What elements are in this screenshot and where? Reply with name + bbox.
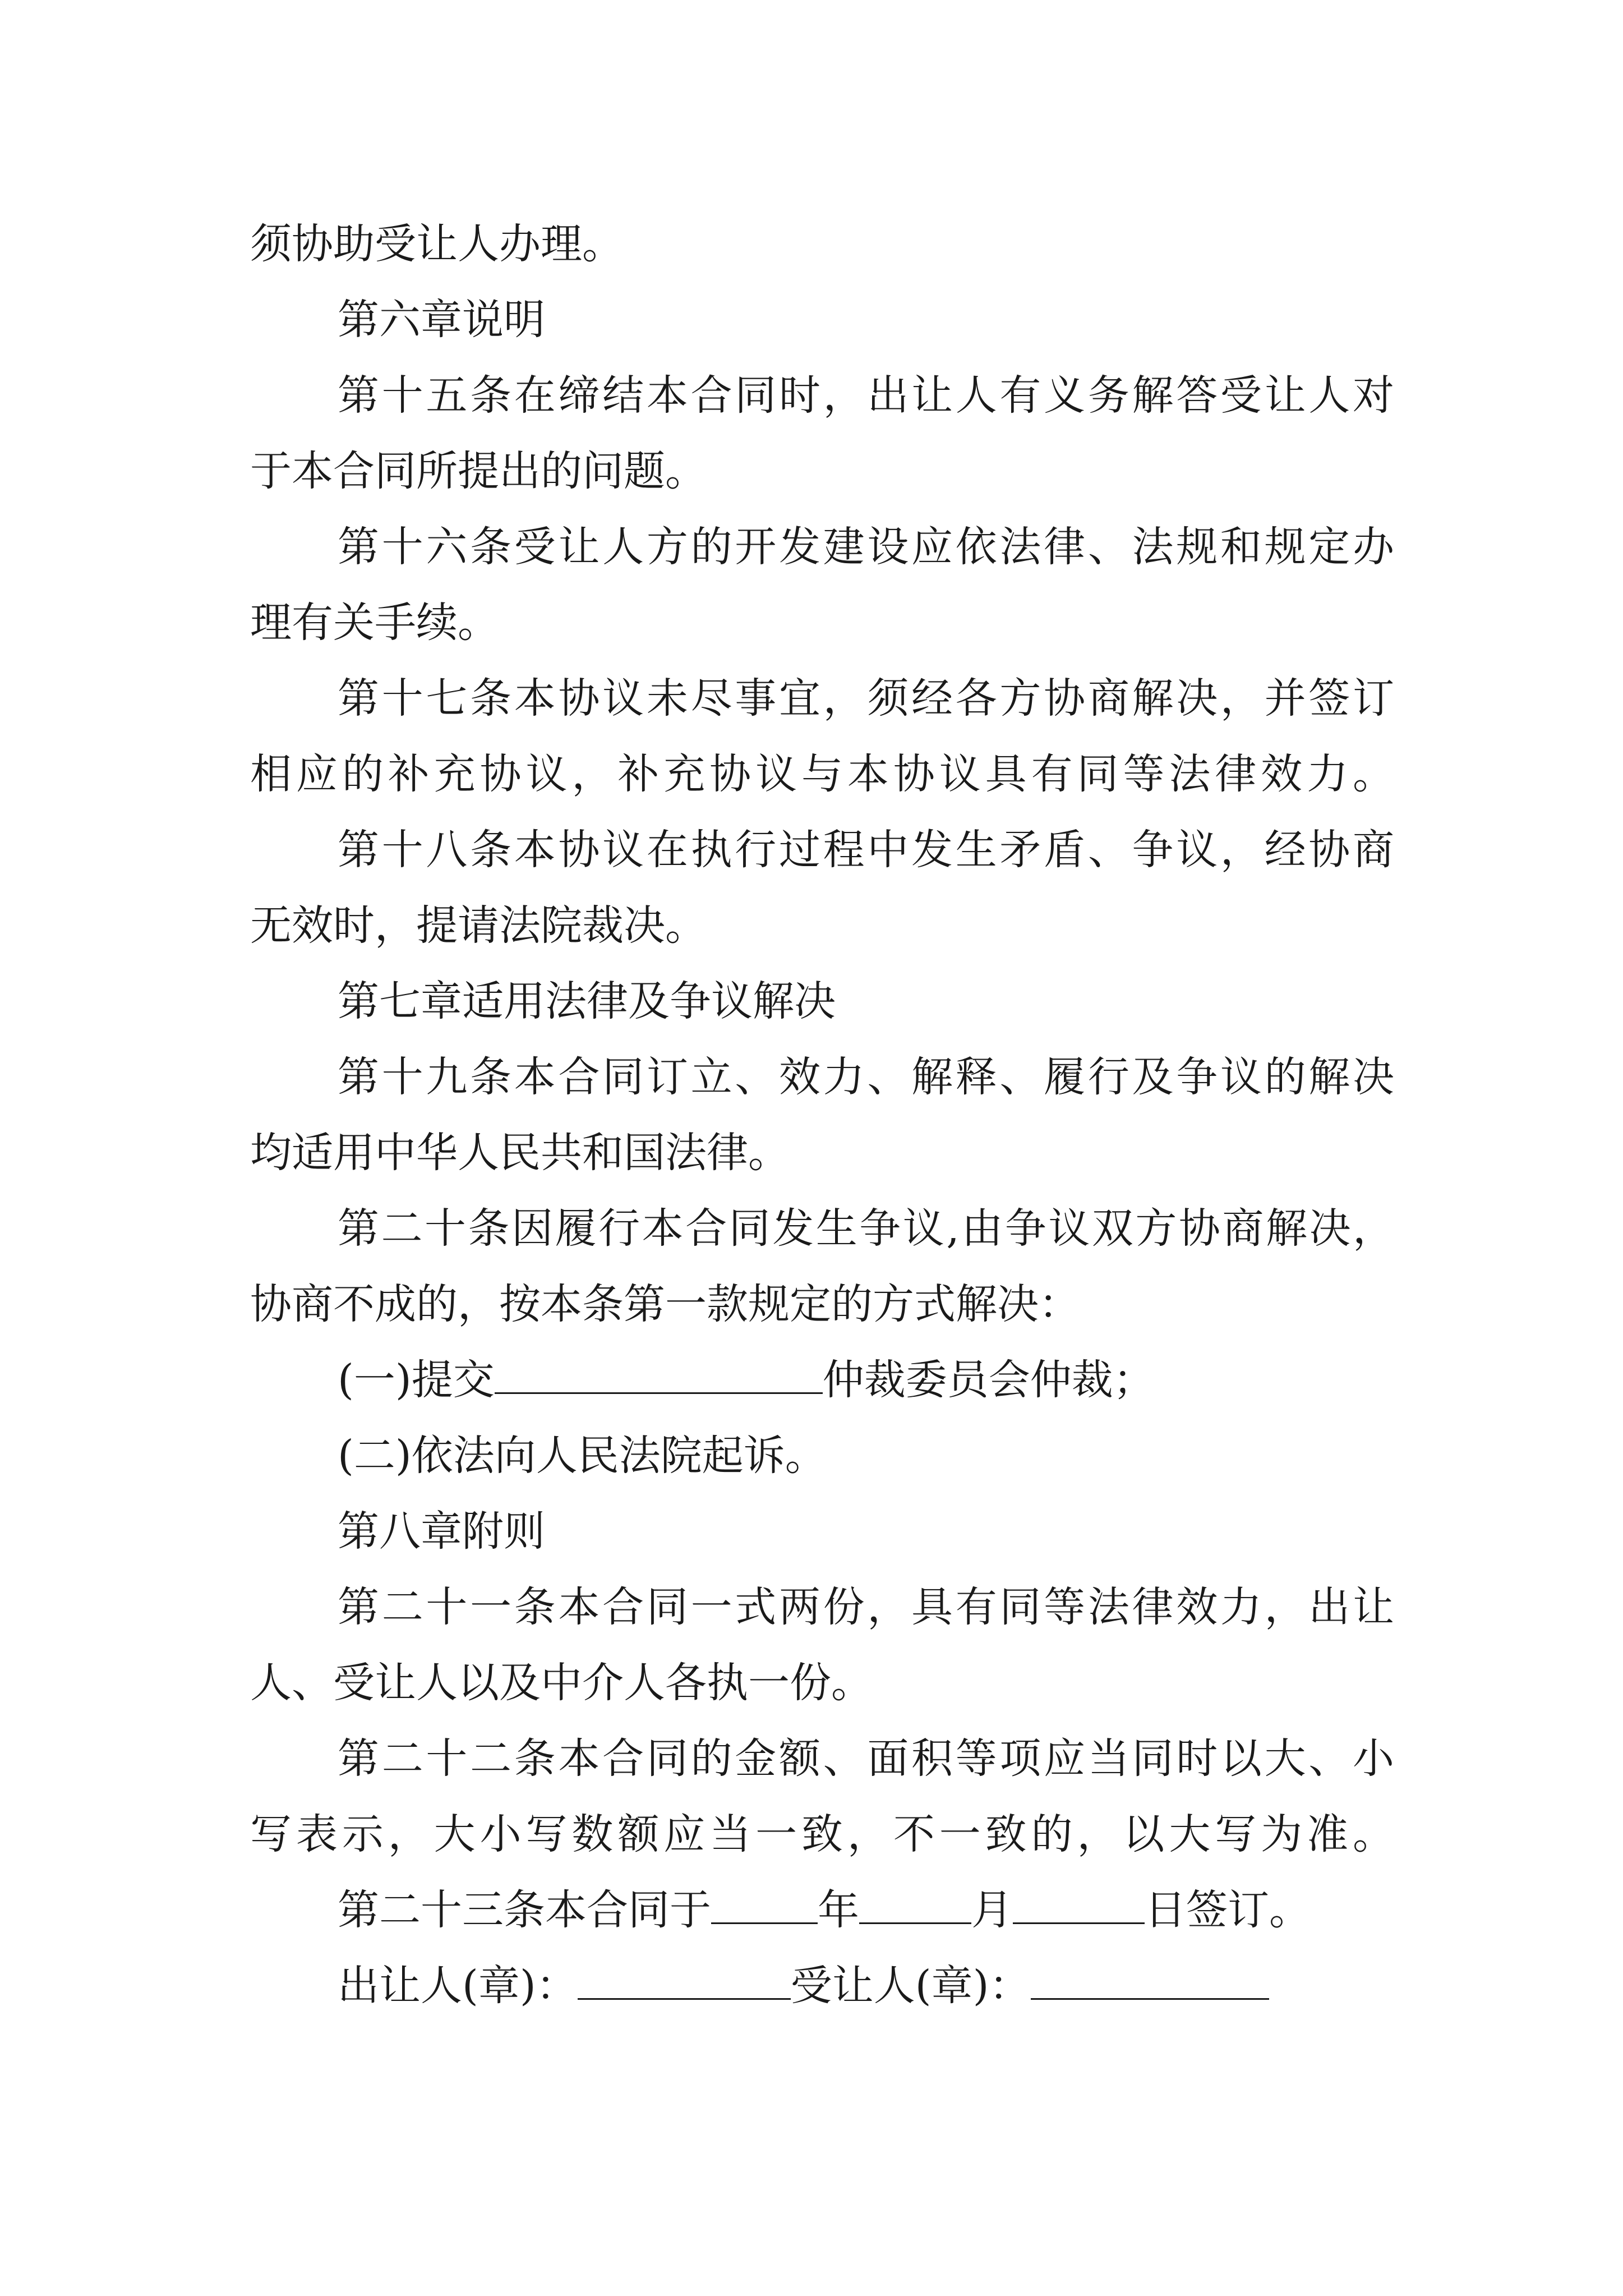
article-line: 第十五条在缔结本合同时，出让人有义务解答受让人对 [338,371,1394,420]
article-line: 第二十一条本合同一式两份，具有同等法律效力，出让 [338,1583,1394,1631]
text-line: 均适用中华人民共和国法律。 [250,1129,790,1177]
transferee-seal-label: 受让人(章)： [790,1962,1031,2010]
text-line: 写表示，大小写数额应当一致，不一致的，以大写为准。 [250,1810,1394,1858]
year-blank-field[interactable] [711,1883,818,1924]
article-line: 第二十条因履行本合同发生争议,由争议双方协商解决， [338,1204,1394,1253]
text-line: 无效时，提请法院裁决。 [250,901,707,950]
month-label: 月 [971,1886,1013,1934]
chapter-heading: 第八章附则 [338,1507,545,1556]
day-label: 日签订。 [1145,1886,1311,1934]
article-line: 第十七条本协议未尽事宜，须经各方协商解决，并签订 [338,674,1394,723]
signature-line [338,1958,1394,2014]
arbitration-blank-field[interactable] [495,1353,823,1394]
text-line: 于本合同所提出的问题。 [250,447,707,495]
transferor-signature-field[interactable] [578,1959,791,2000]
transferee-signature-field[interactable] [1031,1959,1269,2000]
chapter-heading: 第六章说明 [338,296,545,344]
month-blank-field[interactable] [859,1883,971,1924]
article-line: 第二十二条本合同的金额、面积等项应当同时以大、小 [338,1734,1394,1783]
chapter-heading: 第七章适用法律及争议解决 [338,977,836,1025]
signing-date-prefix: 第二十三条本合同于 [338,1886,711,1934]
text-line: 协商不成的，按本条第一款规定的方式解决： [250,1280,1080,1328]
article-line: 第十九条本合同订立、效力、解释、履行及争议的解决 [338,1053,1394,1101]
text-line: 相应的补充协议，补充协议与本协议具有同等法律效力。 [250,750,1394,798]
day-blank-field[interactable] [1013,1883,1145,1924]
arbitration-prefix: (一)提交 [338,1356,495,1404]
text-line: (二)依法向人民法院起诉。 [338,1432,827,1480]
arbitration-line [338,1352,1394,1408]
text-line: 理有关手续。 [250,599,499,647]
signing-date-line [338,1882,1394,1938]
text-line: 须协助受让人办理。 [250,220,624,268]
transferor-seal-label: 出让人(章)： [338,1962,578,2010]
text-line: 人、受让人以及中介人各执一份。 [250,1659,873,1707]
year-label: 年 [818,1886,859,1934]
article-line: 第十六条受让人方的开发建设应依法律、法规和规定办 [338,523,1394,571]
arbitration-suffix: 仲裁委员会仲裁； [822,1356,1155,1404]
article-line: 第十八条本协议在执行过程中发生矛盾、争议，经协商 [338,826,1394,874]
